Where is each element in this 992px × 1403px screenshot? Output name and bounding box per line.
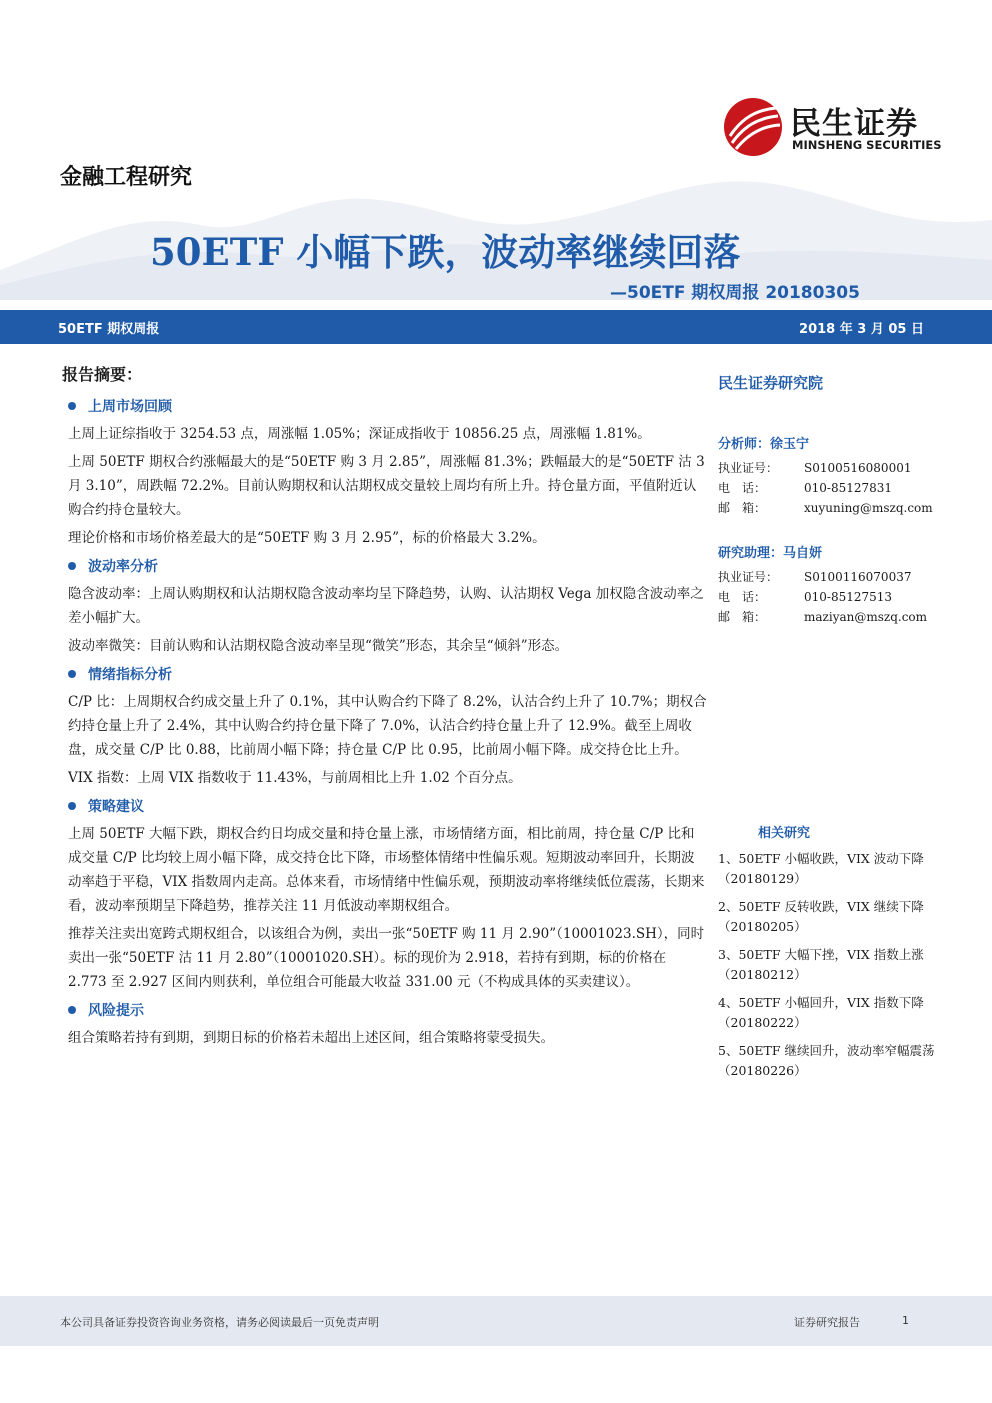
- paragraph: 上周 50ETF 大幅下跌，期权合约日均成交量和持仓量上涨，市场情绪方面，相比前周，持仓量 C/P 比和成交量 C/P 比均较上周小幅下降，成交持仓比下降，市场整体情绪中性偏乐观。短期波动率回升，长期波动率趋于平稳，VIX 指数周内走高。总体来看，市场情绪中性偏乐观，预期波动率将继续低位震荡，长期来看，波动率预期呈下降趋势，推荐关注 11 月低波动率期权组合。: [68, 826, 705, 914]
- related-research: [718, 822, 988, 1089]
- bullet-icon: [68, 402, 76, 410]
- field-label: 邮 箱：: [718, 501, 767, 515]
- field-label: 执业证号：: [718, 570, 779, 584]
- logo-text-cn: 民生证券: [790, 106, 918, 142]
- field-label: 邮 箱：: [718, 610, 767, 624]
- license-number: S0100116070037: [804, 570, 912, 584]
- paragraph: VIX 指数：上周 VIX 指数收于 11.43%，与前周相比上升 1.02 个百分点。: [68, 770, 522, 786]
- paragraph: 组合策略若持有到期，到期日标的价格若未超出上述区间，组合策略将蒙受损失。: [68, 1030, 554, 1046]
- paragraph: 上周上证综指收于 3254.53 点，周涨幅 1.05%；深证成指收于 10856.25 点，周涨幅 1.81%。: [68, 426, 651, 442]
- report-title: 50ETF 小幅下跌，波动率继续回落: [150, 230, 741, 274]
- section-heading: 波动率分析: [88, 559, 158, 575]
- related-item[interactable]: 4、50ETF 小幅回升，VIX 指数下降（20180222）: [718, 995, 924, 1030]
- section-strategy: [68, 796, 708, 994]
- related-item[interactable]: 5、50ETF 继续回升，波动率窄幅震荡（20180226）: [718, 1043, 935, 1078]
- related-item[interactable]: 3、50ETF 大幅下挫，VIX 指数上涨（20180212）: [718, 947, 924, 982]
- section-sentiment: [68, 664, 708, 790]
- bullet-icon: [68, 802, 76, 810]
- paragraph: 理论价格和市场价格差最大的是“50ETF 购 3 月 2.95”，标的价格最大 3.2%。: [68, 530, 546, 546]
- paragraph: 推荐关注卖出宽跨式期权组合，以该组合为例，卖出一张“50ETF 购 11 月 2.90”（10001023.SH），同时卖出一张“50ETF 沽 11 月 2.80”（10001020.SH）。标的现价为 2.918，若持有到期，标的价格在 2.773 至 2.927 区间内则获利，单位组合可能最大收益 331.00 元（不构成具体的买卖建议）。: [68, 926, 705, 990]
- paragraph: C/P 比：上周期权合约成交量上升了 0.1%，其中认购合约下降了 8.2%，认沽合约上升了 10.7%；期权合约持仓量上升了 2.4%，其中认购合约持仓量下降了 7.0%，认沽合约持仓量上升了 12.9%。截至上周收盘，成交量 C/P 比 0.88，比前周小幅下降；持仓量 C/P 比 0.95，比前周小幅下降。成交持仓比上升。: [68, 694, 707, 758]
- bullet-icon: [68, 1006, 76, 1014]
- section-heading: 策略建议: [88, 799, 144, 815]
- section-volatility: [68, 556, 708, 658]
- logo-text-en: MINSHENG SECURITIES: [792, 138, 942, 152]
- analyst-block: [718, 542, 988, 627]
- phone-number: 010-85127513: [804, 590, 893, 604]
- header-bar: [0, 310, 992, 344]
- report-category: 金融工程研究: [60, 165, 193, 190]
- company-logo: [722, 96, 962, 158]
- section-risk: [68, 1000, 708, 1050]
- summary-label: 报告摘要：: [62, 365, 143, 384]
- institute-name: 民生证券研究院: [718, 374, 824, 392]
- main-content: [68, 396, 708, 1056]
- analyst-name: 分析师：徐玉宁: [718, 437, 810, 452]
- section-market-review: [68, 396, 708, 550]
- related-item[interactable]: 1、50ETF 小幅收跌，VIX 波动下降（20180129）: [718, 851, 924, 886]
- disclaimer-text: 本公司具备证券投资咨询业务资格，请务必阅读最后一页免责声明: [60, 1316, 379, 1329]
- phone-number: 010-85127831: [804, 481, 893, 495]
- section-heading: 风险提示: [88, 1003, 144, 1019]
- field-label: 执业证号：: [718, 461, 779, 475]
- report-subtitle: —50ETF 期权周报 20180305: [610, 283, 860, 303]
- sidebar: [718, 372, 988, 627]
- related-heading: 相关研究: [758, 826, 811, 841]
- report-type: 证券研究报告: [794, 1316, 860, 1329]
- related-item[interactable]: 2、50ETF 反转收跌，VIX 继续下降（20180205）: [718, 899, 924, 934]
- section-heading: 上周市场回顾: [88, 399, 172, 415]
- paragraph: 上周 50ETF 期权合约涨幅最大的是“50ETF 购 3 月 2.85”，周涨幅 81.3%；跌幅最大的是“50ETF 沽 3 月 3.10”，周跌幅 72.2%。目前认购期权和认沽期权成交量较上周均有所上升。持仓量方面，平值附近认购合约持仓量较大。: [68, 454, 705, 518]
- license-number: S0100516080001: [804, 461, 912, 475]
- analyst-block: [718, 433, 988, 518]
- analyst-name: 研究助理：马自妍: [718, 546, 823, 561]
- paragraph: 波动率微笑：目前认购和认沽期权隐含波动率呈现“微笑”形态，其余呈“倾斜”形态。: [68, 638, 569, 654]
- paragraph: 隐含波动率：上周认购期权和认沽期权隐含波动率均呈下降趋势，认购、认沽期权 Vega 加权隐含波动率之差小幅扩大。: [68, 586, 704, 626]
- page-footer: [0, 1296, 992, 1346]
- field-label: 电 话：: [718, 590, 767, 604]
- report-series: 50ETF 期权周报: [58, 322, 160, 337]
- bullet-icon: [68, 670, 76, 678]
- email-address[interactable]: xuyuning@mszq.com: [804, 501, 933, 515]
- email-address[interactable]: maziyan@mszq.com: [804, 610, 928, 624]
- report-date: 2018 年 3 月 05 日: [799, 322, 924, 337]
- section-heading: 情绪指标分析: [88, 667, 172, 683]
- logo-mark-icon: [722, 96, 784, 158]
- page-number: 1: [902, 1314, 909, 1327]
- bullet-icon: [68, 562, 76, 570]
- field-label: 电 话：: [718, 481, 767, 495]
